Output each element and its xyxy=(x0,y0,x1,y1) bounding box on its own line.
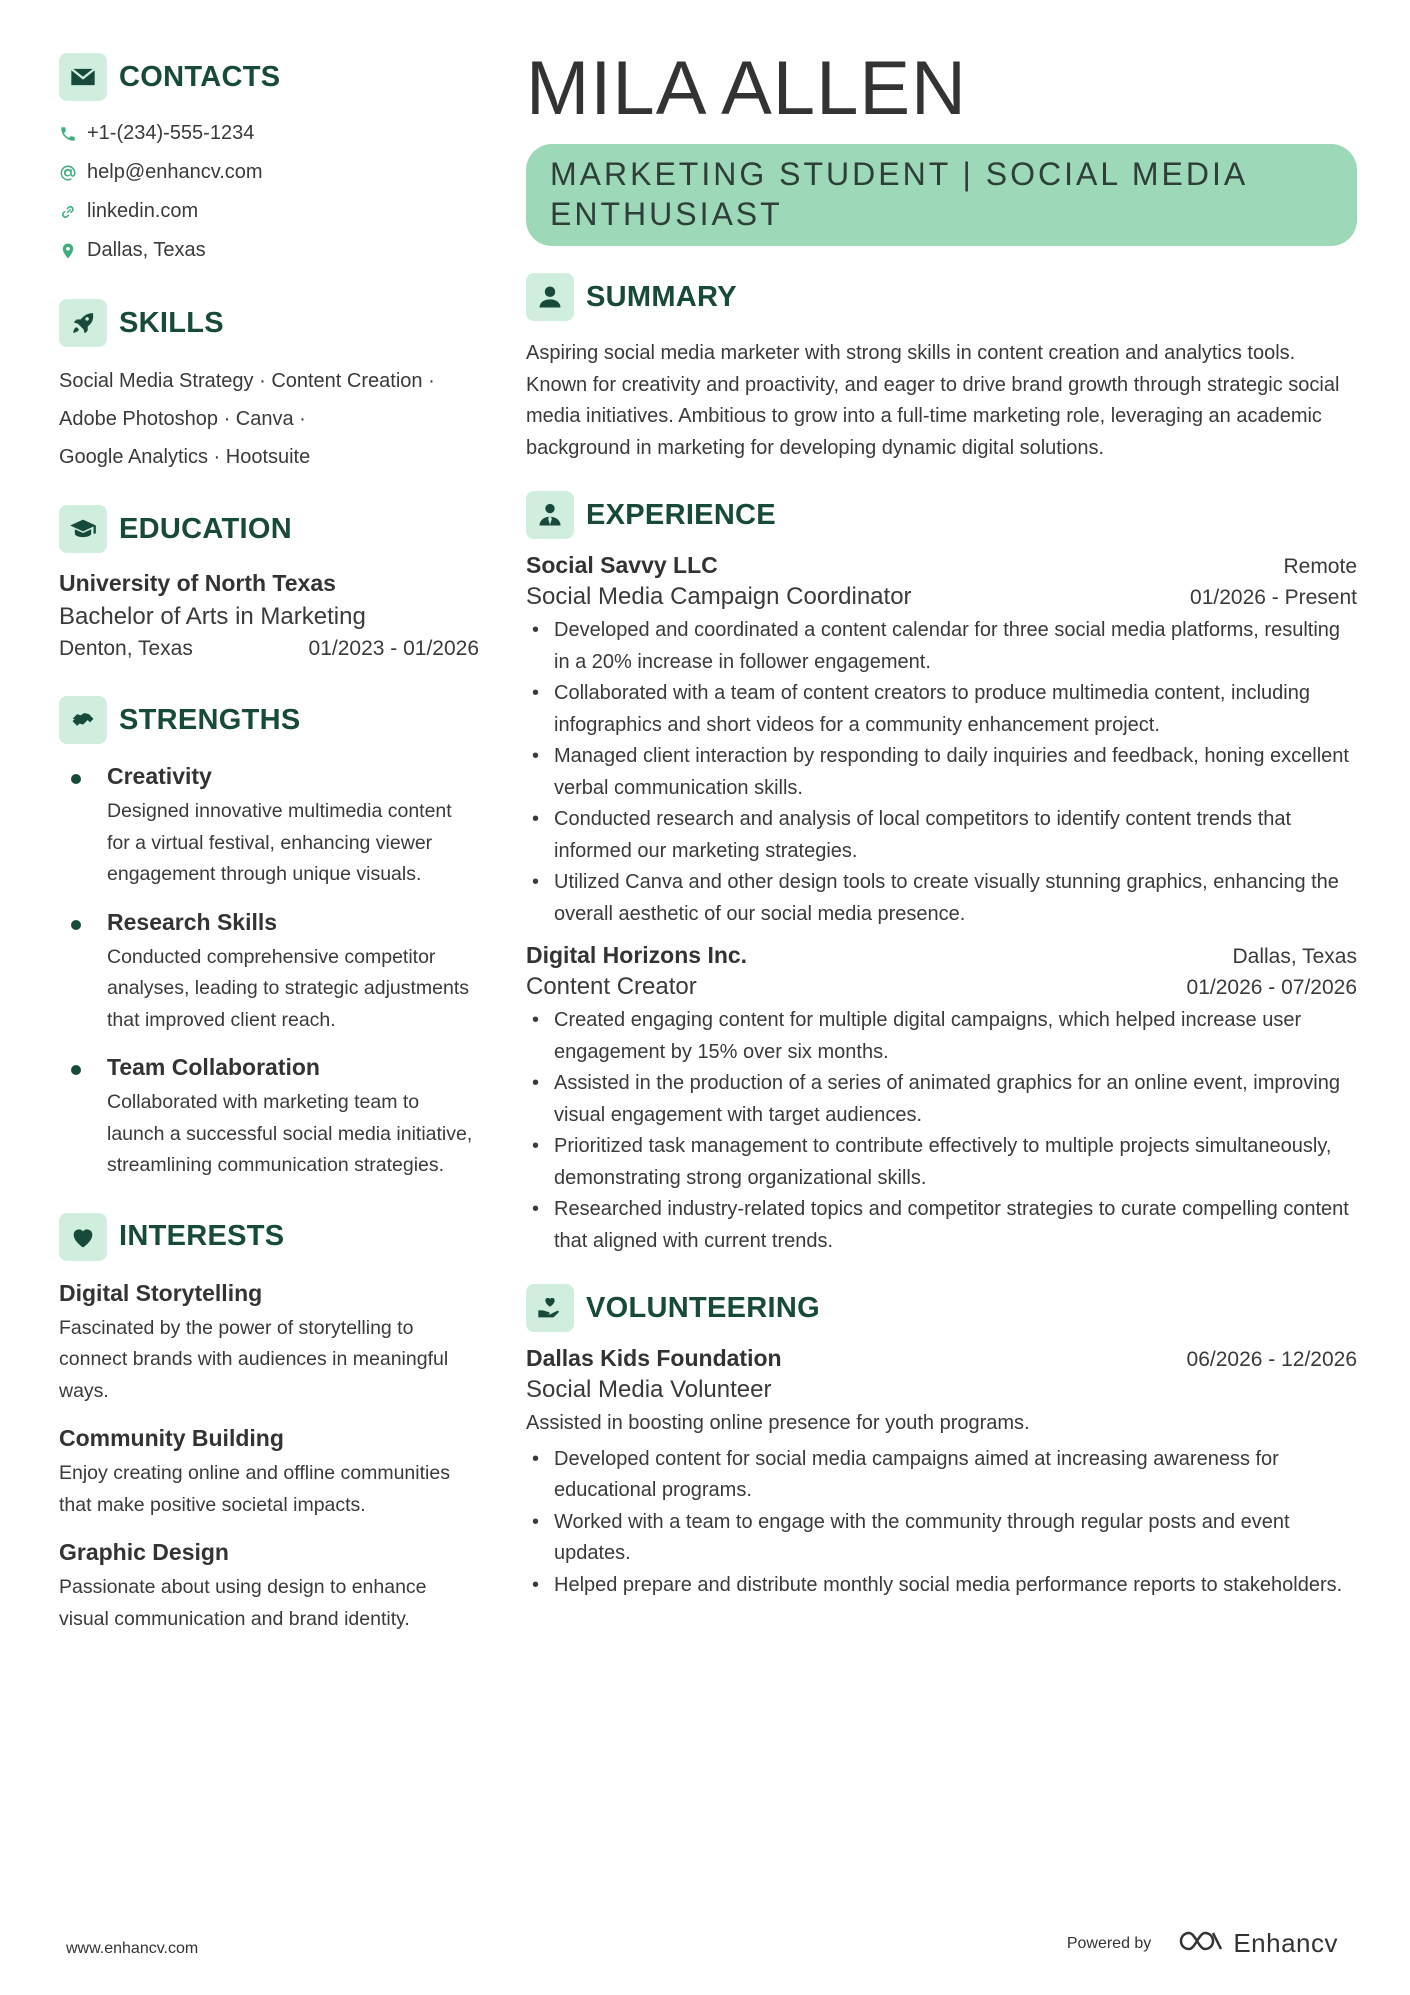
envelope-icon xyxy=(59,53,107,101)
interest-item xyxy=(59,1425,479,1521)
section-title: VOLUNTEERING xyxy=(586,1291,820,1324)
education-degree: Bachelor of Arts in Marketing xyxy=(59,603,366,630)
businessman-icon xyxy=(526,491,574,539)
candidate-name: MILA ALLEN xyxy=(526,46,967,131)
contact-linkedin-text: linkedin.com xyxy=(87,200,199,222)
contact-email-text: help@enhancv.com xyxy=(87,161,263,183)
volunteer-desc: Assisted in boosting online presence for youth programs. xyxy=(526,1412,1030,1434)
contact-phone-text: +1-(234)-555-1234 xyxy=(87,122,255,144)
powered-by-label: Powered by xyxy=(1066,1934,1152,1952)
rocket-icon xyxy=(59,299,107,347)
contact-email[interactable] xyxy=(59,153,479,192)
location-pin-icon xyxy=(59,242,87,260)
interests-header xyxy=(59,1212,479,1262)
right-column xyxy=(526,46,1357,1601)
bullet-item: • Developed content for social media campaigns aimed at increasing awareness for educational programs. xyxy=(526,1444,1357,1507)
strength-item xyxy=(59,763,479,891)
bullet-item: • Created engaging content for multiple digital campaigns, which helped increase user engagement by 15% over six months. xyxy=(526,1005,1357,1068)
skills-header xyxy=(59,298,479,348)
strength-desc: Collaborated with marketing team to launch a successful social media initiative, streamlining communication strategies. xyxy=(107,1091,473,1176)
volunteer-org: Dallas Kids Foundation xyxy=(526,1345,782,1371)
enhancv-logo-icon xyxy=(1177,1928,1225,1959)
interests-list xyxy=(59,1280,479,1636)
job-location: Remote xyxy=(1283,555,1357,578)
experience-header xyxy=(526,490,1357,540)
contact-linkedin[interactable] xyxy=(59,192,479,231)
interest-desc: Passionate about using design to enhance visual communication and brand identity. xyxy=(59,1576,427,1630)
education-meta xyxy=(59,637,479,661)
link-icon xyxy=(59,203,87,221)
graduation-cap-icon xyxy=(59,505,107,553)
bullet-dot xyxy=(71,774,81,784)
volunteer-role: Social Media Volunteer xyxy=(526,1376,772,1403)
interest-title: Digital Storytelling xyxy=(59,1279,263,1306)
footer-branding[interactable] xyxy=(1067,1928,1338,1959)
left-column xyxy=(59,52,479,1635)
contact-phone[interactable] xyxy=(59,114,479,153)
contacts-list xyxy=(59,114,479,270)
user-icon xyxy=(526,273,574,321)
job-company: Digital Horizons Inc. xyxy=(526,942,748,968)
education-school: University of North Texas xyxy=(59,570,336,596)
volunteering-header xyxy=(526,1283,1357,1333)
summary-text: Aspiring social media marketer with strong skills in content creation and analytics tools. Known for creativity and proactivity, and eager to drive brand growth through strategic social media initiatives. Ambitious to grow into a full-time marketing role, leveraging an academic background in marketing for developing dynamic digital solutions. xyxy=(526,342,1340,459)
interest-item xyxy=(59,1539,479,1635)
section-title: INTERESTS xyxy=(119,1220,285,1252)
bullet-item: • Conducted research and analysis of local competitors to identify content trends that informed our marketing strategies. xyxy=(526,804,1357,867)
skills-list xyxy=(59,362,479,476)
strength-title: Team Collaboration xyxy=(107,1054,320,1080)
experience-item xyxy=(526,552,1357,930)
bullet-item: • Collaborated with a team of content creators to produce multimedia content, including infographics and short videos for a community enhancement project. xyxy=(526,678,1357,741)
volunteering-item xyxy=(526,1345,1357,1601)
hand-heart-icon xyxy=(526,1284,574,1332)
handshake-icon xyxy=(59,696,107,744)
job-location: Dallas, Texas xyxy=(1232,945,1357,968)
bullet-item: • Developed and coordinated a content calendar for three social media platforms, resulting in a 20% increase in follower engagement. xyxy=(526,615,1357,678)
interest-title: Community Building xyxy=(59,1425,284,1451)
volunteer-bullets xyxy=(526,1444,1357,1602)
section-title: EXPERIENCE xyxy=(586,498,776,531)
education-header xyxy=(59,504,479,554)
footer-website[interactable]: www.enhancv.com xyxy=(66,1940,199,1957)
experience-item xyxy=(526,942,1357,1257)
interest-title: Graphic Design xyxy=(59,1539,229,1565)
contact-location-text: Dallas, Texas xyxy=(87,239,206,261)
summary-header xyxy=(526,272,1357,322)
interest-item xyxy=(59,1280,479,1408)
job-role: Social Media Campaign Coordinator xyxy=(526,583,912,610)
section-title: CONTACTS xyxy=(119,60,281,93)
bullet-dot xyxy=(71,1065,81,1075)
skills-line: Google Analytics · Hootsuite xyxy=(59,446,311,468)
section-title: SKILLS xyxy=(119,306,224,339)
strength-item xyxy=(59,1054,479,1182)
job-dates: 01/2026 - 07/2026 xyxy=(1186,976,1357,999)
phone-icon xyxy=(59,125,87,143)
bullet-item: • Worked with a team to engage with the community through regular posts and event updates. xyxy=(526,1507,1357,1570)
job-bullets xyxy=(526,1005,1357,1257)
interest-desc: Enjoy creating online and offline communities that make positive societal impacts. xyxy=(59,1462,450,1516)
section-title: SUMMARY xyxy=(586,280,737,313)
bullet-item: • Utilized Canva and other design tools to create visually stunning graphics, enhancing the overall aesthetic of our social media presence. xyxy=(526,867,1357,930)
job-company: Social Savvy LLC xyxy=(526,552,718,578)
strengths-header xyxy=(59,695,479,745)
contact-location xyxy=(59,231,479,270)
section-title: STRENGTHS xyxy=(119,703,301,736)
bullet-dot xyxy=(71,920,81,930)
section-title: EDUCATION xyxy=(119,512,292,545)
education-location: Denton, Texas xyxy=(59,637,193,660)
bullet-item: • Prioritized task management to contribute effectively to multiple projects simultaneously, demonstrating strong organizational skills. xyxy=(526,1131,1357,1194)
volunteer-dates: 06/2026 - 12/2026 xyxy=(1186,1348,1357,1371)
enhancv-brand: Enhancv xyxy=(1233,1928,1338,1958)
bullet-item: • Assisted in the production of a series of animated graphics for an online event, improving visual engagement with target audiences. xyxy=(526,1068,1357,1131)
education-dates: 01/2023 - 01/2026 xyxy=(308,637,479,660)
bullet-item: • Helped prepare and distribute monthly social media performance reports to stakeholders. xyxy=(526,1570,1357,1602)
strength-desc: Designed innovative multimedia content for a virtual festival, enhancing viewer engagement through unique visuals. xyxy=(107,800,452,885)
skills-line: Adobe Photoshop · Canva · xyxy=(59,408,306,430)
strength-item xyxy=(59,909,479,1037)
bullet-item: • Researched industry-related topics and competitor strategies to curate compelling content that aligned with current trends. xyxy=(526,1194,1357,1257)
bullet-item: • Managed client interaction by responding to daily inquiries and feedback, honing excellent verbal communication skills. xyxy=(526,741,1357,804)
heart-icon xyxy=(59,1213,107,1261)
tagline-banner: MARKETING STUDENT | SOCIAL MEDIA ENTHUSIAST xyxy=(526,144,1357,246)
skills-line: Social Media Strategy · Content Creation · xyxy=(59,370,435,392)
job-bullets xyxy=(526,615,1357,930)
job-role: Content Creator xyxy=(526,973,697,1000)
interest-desc: Fascinated by the power of storytelling to connect brands with audiences in meaningful ways. xyxy=(59,1316,449,1402)
at-icon xyxy=(59,164,87,182)
contacts-header xyxy=(59,52,479,102)
job-dates: 01/2026 - Present xyxy=(1190,586,1357,609)
strength-title: Research Skills xyxy=(107,908,278,935)
strength-desc: Conducted comprehensive competitor analyses, leading to strategic adjustments that improved client reach. xyxy=(107,945,470,1031)
strength-title: Creativity xyxy=(107,763,212,789)
strengths-list xyxy=(59,763,479,1182)
